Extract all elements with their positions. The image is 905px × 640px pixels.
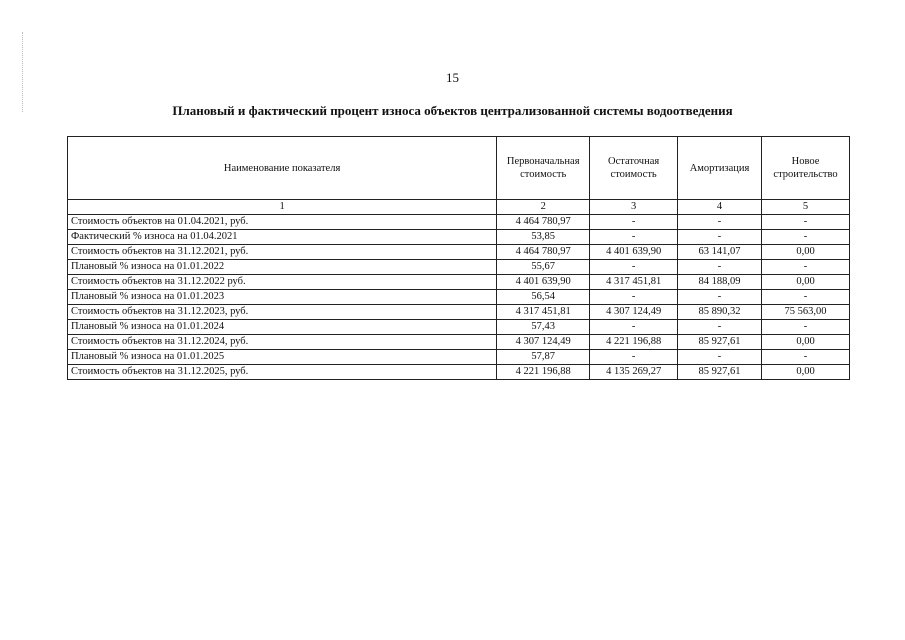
value-cell: 63 141,07 — [678, 245, 762, 260]
value-cell: 4 221 196,88 — [590, 335, 678, 350]
value-cell: 4 401 639,90 — [590, 245, 678, 260]
header-row — [68, 137, 850, 200]
page-number: 15 — [446, 70, 459, 85]
value-cell: 53,85 — [497, 230, 590, 245]
table-row — [68, 245, 850, 260]
header-indicator-name: Наименование показателя — [68, 137, 497, 200]
value-cell: - — [678, 215, 762, 230]
value-cell: 85 927,61 — [678, 335, 762, 350]
table-row — [68, 350, 850, 365]
value-cell: 0,00 — [762, 335, 850, 350]
indicator-name-cell: Стоимость объектов на 31.12.2024, руб. — [68, 335, 497, 350]
value-cell: 55,67 — [497, 260, 590, 275]
value-cell: 85 890,32 — [678, 305, 762, 320]
table-row — [68, 260, 850, 275]
value-cell: - — [590, 320, 678, 335]
table-row — [68, 365, 850, 380]
wear-percentage-table — [67, 136, 850, 380]
value-cell: - — [590, 260, 678, 275]
column-number: 3 — [590, 200, 678, 215]
indicator-name-cell: Плановый % износа на 01.01.2022 — [68, 260, 497, 275]
value-cell: 4 135 269,27 — [590, 365, 678, 380]
table-row — [68, 275, 850, 290]
header-depreciation: Амортизация — [678, 137, 762, 200]
value-cell: 84 188,09 — [678, 275, 762, 290]
value-cell: - — [678, 350, 762, 365]
value-cell: - — [590, 290, 678, 305]
value-cell: - — [762, 350, 850, 365]
indicator-name-cell: Фактический % износа на 01.04.2021 — [68, 230, 497, 245]
value-cell: 4 317 451,81 — [497, 305, 590, 320]
value-cell: 56,54 — [497, 290, 590, 305]
header-residual-cost: Остаточная стоимость — [590, 137, 678, 200]
value-cell: 57,43 — [497, 320, 590, 335]
indicator-name-cell: Стоимость объектов на 31.12.2023, руб. — [68, 305, 497, 320]
table-row — [68, 230, 850, 245]
value-cell: - — [762, 230, 850, 245]
header-initial-cost: Первоначальная стоимость — [497, 137, 590, 200]
indicator-name-cell: Стоимость объектов на 31.12.2021, руб. — [68, 245, 497, 260]
column-number: 1 — [68, 200, 497, 215]
value-cell: 75 563,00 — [762, 305, 850, 320]
value-cell: 0,00 — [762, 275, 850, 290]
value-cell: 4 464 780,97 — [497, 215, 590, 230]
value-cell: 57,87 — [497, 350, 590, 365]
value-cell: - — [762, 215, 850, 230]
value-cell: 4 464 780,97 — [497, 245, 590, 260]
column-number: 4 — [678, 200, 762, 215]
document-title: Плановый и фактический процент износа объектов централизованной системы водоотведения — [172, 103, 733, 118]
value-cell: 4 307 124,49 — [590, 305, 678, 320]
indicator-name-cell: Стоимость объектов на 31.12.2022 руб. — [68, 275, 497, 290]
table-row — [68, 305, 850, 320]
value-cell: 4 401 639,90 — [497, 275, 590, 290]
column-number: 2 — [497, 200, 590, 215]
value-cell: - — [762, 260, 850, 275]
value-cell: - — [678, 230, 762, 245]
value-cell: - — [590, 215, 678, 230]
column-number-row — [68, 200, 850, 215]
value-cell: - — [678, 320, 762, 335]
indicator-name-cell: Стоимость объектов на 01.04.2021, руб. — [68, 215, 497, 230]
table-row — [68, 290, 850, 305]
value-cell: - — [590, 230, 678, 245]
value-cell: - — [762, 290, 850, 305]
value-cell: - — [590, 350, 678, 365]
table-row — [68, 320, 850, 335]
value-cell: 0,00 — [762, 245, 850, 260]
value-cell: - — [678, 260, 762, 275]
value-cell: 4 317 451,81 — [590, 275, 678, 290]
table-row — [68, 215, 850, 230]
value-cell: - — [678, 290, 762, 305]
column-number: 5 — [762, 200, 850, 215]
value-cell: 85 927,61 — [678, 365, 762, 380]
indicator-name-cell: Плановый % износа на 01.01.2025 — [68, 350, 497, 365]
indicator-name-cell: Плановый % износа на 01.01.2024 — [68, 320, 497, 335]
table-row — [68, 335, 850, 350]
value-cell: 4 221 196,88 — [497, 365, 590, 380]
header-new-construction: Новое строительство — [762, 137, 850, 200]
indicator-name-cell: Плановый % износа на 01.01.2023 — [68, 290, 497, 305]
value-cell: 0,00 — [762, 365, 850, 380]
value-cell: 4 307 124,49 — [497, 335, 590, 350]
value-cell: - — [762, 320, 850, 335]
indicator-name-cell: Стоимость объектов на 31.12.2025, руб. — [68, 365, 497, 380]
